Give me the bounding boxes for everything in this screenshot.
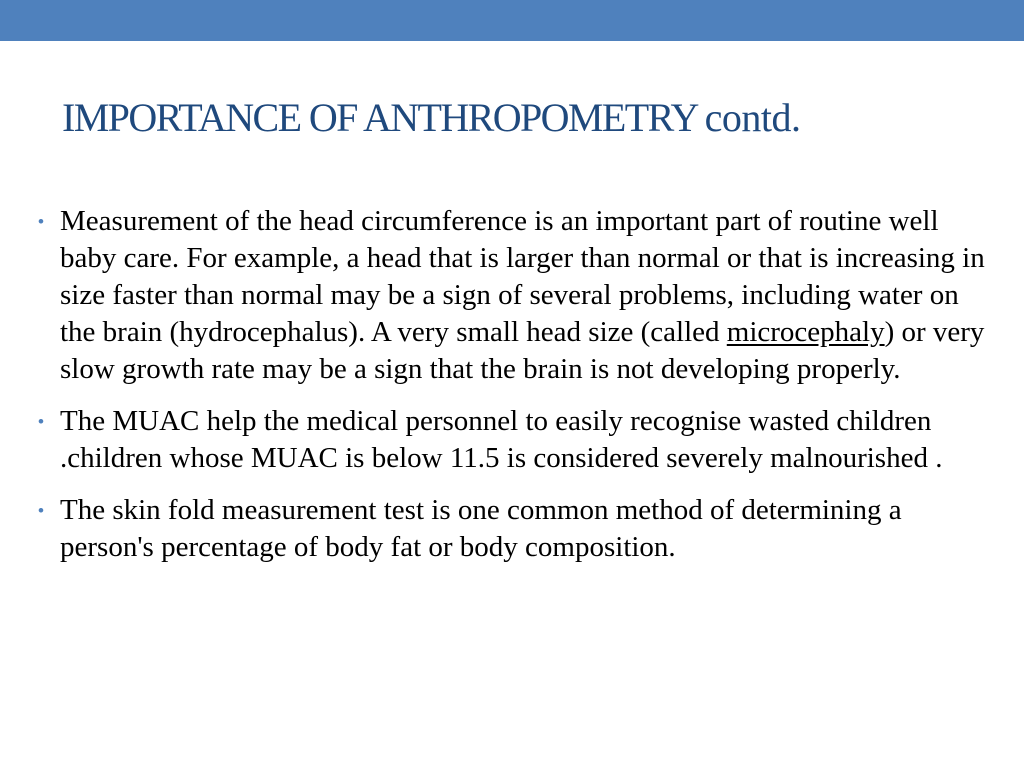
slide-title-main: IMPORTANCE OF ANTHROPOMETRY [62,95,697,140]
bullet-icon: • [38,212,44,231]
bullet-item-skin-fold [38,492,998,566]
slide-title [62,92,1002,144]
top-accent-bar [0,0,1024,41]
bullet-item-head-circumference [38,203,998,388]
microcephaly-link[interactable]: microcephaly [726,316,885,348]
bullet-icon: • [38,501,44,520]
bullet-text-part-2: ) or very slow growth rate may be a sign that the brain is not developing properly. [60,316,985,385]
bullet-text-part-1: Measurement of the head circumference is an important part of routine well baby care. For example, a head that is larger than normal or that is increasing in size faster than normal may be a sign of several problems, including water on the brain (hydrocephalus). A very small head size (called [60,205,985,348]
bullet-item-muac [38,403,998,477]
bullet-text: The MUAC help the medical personnel to easily recognise wasted children .children whose MUAC is below 11.5 is considered severely malnourished . [60,405,943,474]
bullet-list [38,203,998,581]
bullet-text: The skin fold measurement test is one common method of determining a person's percentage of body fat or body composition. [60,494,902,563]
slide-title-suffix: contd. [704,95,801,140]
bullet-icon: • [38,412,44,431]
